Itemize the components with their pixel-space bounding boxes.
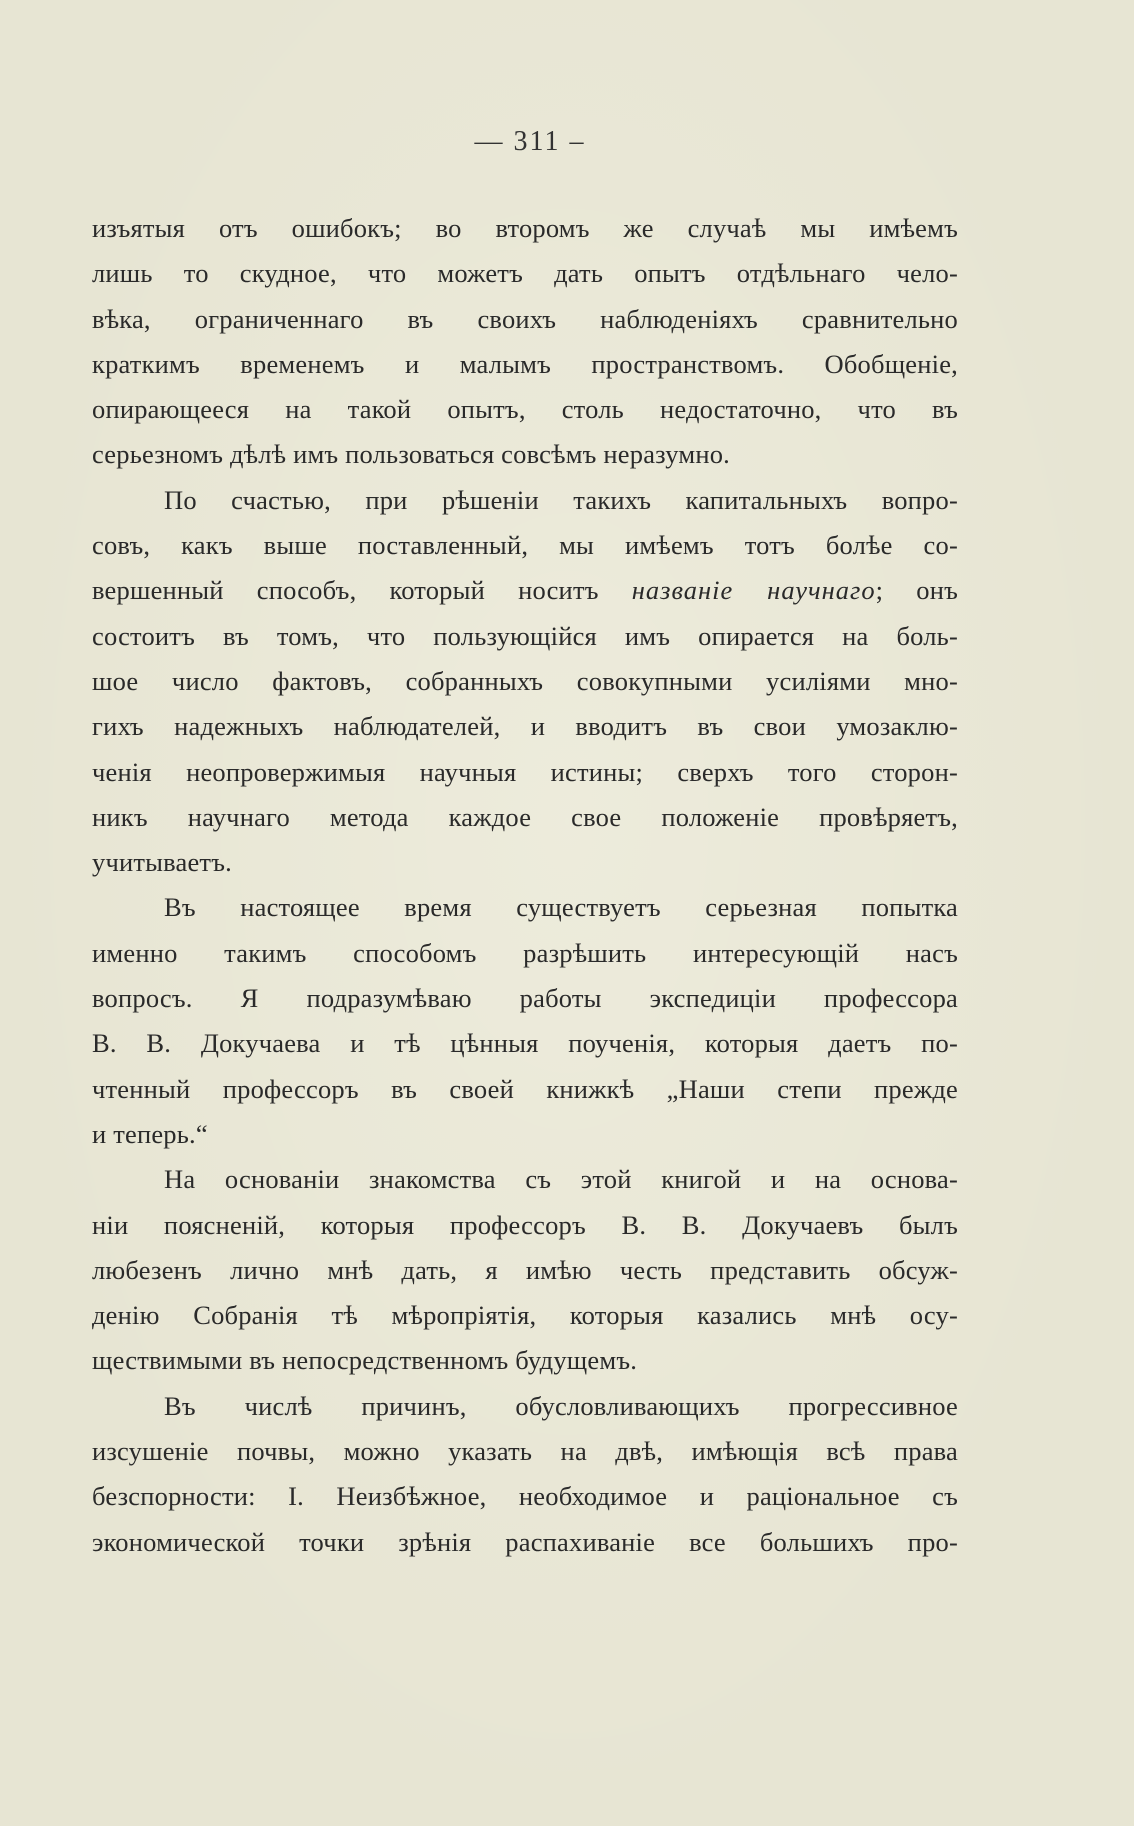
text-line: ніи поясненій, которыя профессоръ В. В. Докучаевъ былъ (92, 1209, 958, 1240)
text-line: краткимъ временемъ и малымъ пространствомъ. Обобщеніе, (92, 348, 958, 379)
text-line: Въ настоящее время существуетъ серьезная попытка (164, 892, 958, 923)
text-line: именно такимъ способомъ разрѣшить интересующій насъ (92, 937, 958, 968)
text-line: совъ, какъ выше поставленный, мы имѣемъ тотъ болѣе со- (92, 530, 958, 561)
text-line: шое число фактовъ, собранныхъ совокупными усиліями мно- (92, 665, 958, 696)
paragraph-2 (92, 478, 958, 886)
paragraph-3 (92, 885, 958, 1157)
text-line: денію Собранія тѣ мѣропріятія, которыя казались мнѣ осу- (92, 1300, 958, 1331)
text-line: В. В. Докучаева и тѣ цѣнныя поученія, которыя даетъ по- (92, 1028, 958, 1059)
text-line: безспорности: I. Неизбѣжное, необходимое и раціональное съ (92, 1481, 958, 1512)
body-text (92, 206, 958, 1565)
text-line: По счастью, при рѣшеніи такихъ капитальныхъ вопро- (164, 484, 958, 515)
text-line: экономической точки зрѣнія распахиваніе все большихъ про- (92, 1526, 958, 1557)
text-fragment: вершенный способъ, который носитъ (92, 575, 632, 606)
text-fragment: ; онъ (875, 575, 959, 606)
text-line: вѣка, ограниченнаго въ своихъ наблюденіяхъ сравнительно (92, 303, 958, 334)
text-line: На основаніи знакомства съ этой книгой и на основа- (164, 1164, 958, 1195)
text-line: Въ числѣ причинъ, обусловливающихъ прогрессивное (164, 1390, 958, 1421)
text-line: лишь то скудное, что можетъ дать опытъ отдѣльнаго чело- (92, 258, 958, 289)
text-line: ченія неопровержимыя научныя истины; сверхъ того сторон- (92, 756, 958, 787)
text-line: гихъ надежныхъ наблюдателей, и вводитъ въ свои умозаклю- (92, 711, 958, 742)
text-line-with-emphasis (92, 568, 958, 613)
paragraph-5 (92, 1384, 958, 1565)
emphasized-term: названіе научнаго (631, 575, 876, 606)
paragraph-4 (92, 1157, 958, 1383)
text-line: состоитъ въ томъ, что пользующійся имъ опирается на боль- (92, 620, 958, 651)
text-line: любезенъ лично мнѣ дать, я имѣю честь представить обсуж- (92, 1254, 958, 1285)
text-line: чтенный профессоръ въ своей книжкѣ „Наши степи прежде (92, 1073, 958, 1104)
text-line: никъ научнаго метода каждое свое положеніе провѣряетъ, (92, 801, 958, 832)
text-line: ществимыми въ непосредственномъ будущемъ. (92, 1345, 638, 1376)
text-line: изсушеніе почвы, можно указать на двѣ, имѣющія всѣ права (92, 1436, 958, 1467)
paragraph-1 (92, 206, 958, 478)
text-line: и теперь.“ (92, 1118, 208, 1149)
page-number: — 311 – (474, 126, 586, 157)
text-line: серьезномъ дѣлѣ имъ пользоваться совсѣмъ неразумно. (92, 439, 730, 470)
text-line: опирающееся на такой опытъ, столь недостаточно, что въ (92, 394, 958, 425)
text-line: вопросъ. Я подразумѣваю работы экспедиціи профессора (92, 983, 958, 1014)
text-line: учитываетъ. (92, 847, 232, 878)
text-line: изъятыя отъ ошибокъ; во второмъ же случаѣ мы имѣемъ (92, 213, 958, 243)
